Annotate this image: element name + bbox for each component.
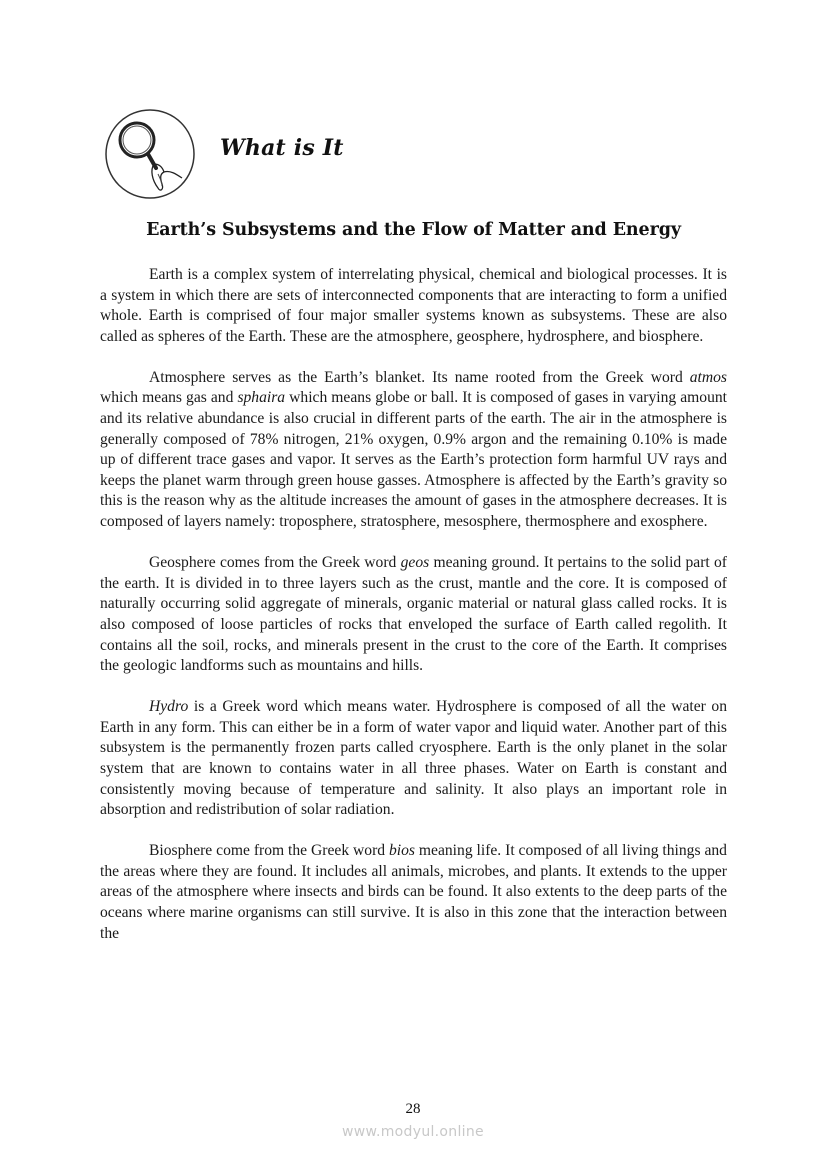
- magnifying-glass-hand-icon: [104, 108, 196, 200]
- paragraph-atmosphere: [100, 368, 727, 533]
- page-heading: Earth’s Subsystems and the Flow of Matter and Energy: [146, 220, 681, 240]
- body-text: [100, 265, 727, 965]
- paragraph-geosphere: [100, 553, 727, 677]
- page-number: 28: [405, 1101, 421, 1117]
- greek-term: bios: [389, 842, 415, 860]
- paragraph-intro: Earth is a complex system of interrelating physical, chemical and biological processes. It is a system in which there are sets of interconnected components that are interacting to form a unified whole. Earth is comprised of four major smaller systems known as subsystems. These are also called as spheres of the Earth. These are the atmosphere, geosphere, hydrosphere, and biosphere.: [100, 266, 727, 345]
- section-title: What is It: [220, 135, 344, 161]
- text-run: which means gas and: [100, 389, 238, 407]
- paragraph-hydrosphere: [100, 697, 727, 821]
- text-run: meaning ground. It pertains to the solid part of the earth. It is divided in to three layers such as the crust, mantle and the core. It is composed of naturally occurring solid aggregate of minerals, organic material or natural glass called rocks. It is also composed of loose particles of rocks that enveloped the surface of Earth called regolith. It contains all the soil, rocks, and minerals present in the crust to the core of the Earth. It comprises the geologic landforms such as mountains and hills.: [100, 554, 727, 675]
- text-run: Atmosphere serves as the Earth’s blanket. Its name rooted from the Greek word: [149, 368, 690, 386]
- greek-term: geos: [400, 554, 430, 572]
- text-run: meaning life. It composed of all living things and the areas where they are found. It includes all animals, microbes, and plants. It extends to the upper areas of the atmosphere where insects and birds can be found. It also extents to the deep parts of the oceans where marine organisms can still survive. It is also in this zone that the interaction between the: [100, 842, 727, 942]
- watermark-link[interactable]: www.modyul.online: [342, 1124, 484, 1140]
- greek-term: sphaira: [237, 389, 286, 407]
- text-run: Biosphere come from the Greek word: [149, 842, 389, 860]
- text-run: which means globe or ball. It is composed of gases in varying amount and its relative abundance is also crucial in different parts of the earth. The air in the atmosphere is generally composed of 78% nitrogen, 21% oxygen, 0.9% argon and the remaining 0.10% is made up of different trace gases and vapor. It serves as the Earth’s protection form harmful UV rays and keeps the planet warm through green house gasses. Atmosphere is affected by the Earth’s gravity so this is the reason why as the altitude increases the amount of gases in the atmosphere decreases. It is composed of layers namely: troposphere, stratosphere, mesosphere, thermosphere and exosphere.: [100, 389, 728, 531]
- greek-term: Hydro: [149, 698, 189, 716]
- text-run: Geosphere comes from the Greek word: [149, 554, 401, 572]
- paragraph-biosphere: [100, 841, 727, 944]
- greek-term: atmos: [689, 368, 727, 386]
- text-run: is a Greek word which means water. Hydrosphere is composed of all the water on Earth in any form. This can either be in a form of water vapor and liquid water. Another part of this subsystem is the permanently frozen parts called cryosphere. Earth is the only planet in the solar system that are known to contains water in all three phases. Water on Earth is constant and consistently moving because of temperature and salinity. It also plays an important role in absorption and redistribution of solar radiation.: [100, 698, 727, 819]
